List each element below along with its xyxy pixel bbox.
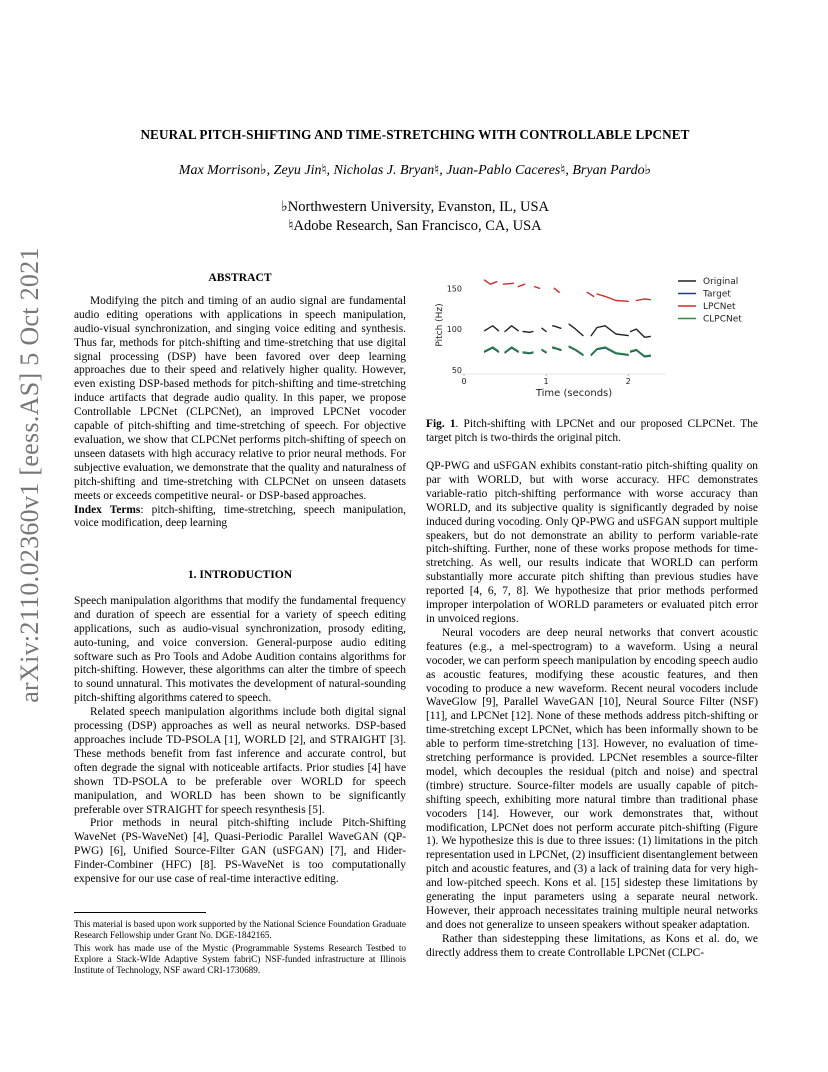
series-line-clpcnet [523, 352, 533, 353]
figure-caption-text: . Pitch-shifting with LPCNet and our proposed CLPCNet. The target pitch is two-thirds the original pitch. [426, 418, 758, 444]
y-tick-label: 150 [446, 284, 462, 294]
abstract-text: Modifying the pitch and timing of an audio signal are fundamental audio editing operations with applications in speech manipulation, audio-visual synchronization, and singing voice editing and synthesis. Thus far, methods for pitch-shifting and time-stretching that use digital signal processing (DSP) have been favored over deep learning approaches due to their speed and relatively higher quality. However, even existing DSP-based methods for pitch-shifting and time-stretching induce artifacts that degrade audio quality. In this paper, we propose Controllable LPCNet (CLPCNet), an improved LPCNet vocoder capable of pitch-shifting and time-stretching of speech. For objective evaluation, we show that CLPCNet performs pitch-shifting of speech on unseen datasets with high accuracy relative to prior neural methods. For subjective evaluation, we demonstrate that the quality and naturalness of pitch-shifting and time-stretching with CLPCNet on unseen datasets meets or exceeds competitive neural- or DSP-based approaches. [74, 294, 406, 502]
series-line-lpcnet [587, 292, 594, 296]
paper-title: NEURAL PITCH-SHIFTING AND TIME-STRETCHING WITH CONTROLLABLE LPCNET [140, 127, 690, 142]
index-terms-label: Index Terms [74, 503, 141, 516]
arxiv-identifier [10, 247, 50, 703]
intro-paragraph-3: Prior methods in neural pitch-shifting include Pitch-Shifting WaveNet (PS-WaveNet) [4], Quasi-Periodic Parallel WaveGAN (QP-PWG) [6], Unified Source-Filter GAN (uSFGAN) [7], and Hider-Finder-Combiner (HFC) [8]. PS-WaveNet is too computationally expensive for our use case of real-time interactive editing. [74, 817, 406, 886]
index-terms [74, 504, 406, 532]
series-line-lpcnet [485, 280, 497, 284]
series-line-target [569, 347, 583, 355]
x-axis-label: Time (seconds) [535, 388, 613, 399]
right-paragraph-1: QP-PWG and uSFGAN exhibits constant-ratio pitch-shifting quality on par with WORLD, but with worse accuracy. HFC demonstrates variable-ratio pitch-shifting performance with worse accuracy than WORLD, and its subjective quality is significantly degraded by noise induced during vocoding. Only QP-PWG and uSFGAN support multiple speakers, but do not demonstrate an ability to perform variable-rate pitch-shifting. Further, none of these works propose methods for time-stretching. As well, our results indicate that WORLD can perform substantially more accurate pitch shifting than previous studies have reported [4, 6, 7, 8]. We hypothesize that prior methods performed improper interpolation of WORLD parameters or evaluated pitch error in unvoiced regions. [426, 460, 758, 625]
right-paragraph-2: Neural vocoders are deep neural networks that convert acoustic features (e.g., a mel-spectrogram) to a waveform. Using a neural vocoder, we can perform speech manipulation by encoding speech audio as acoustic features, modifying these acoustic features, and then vocoding to produce a new waveform. Recent neural vocoders include WaveGlow [9], Parallel WaveGAN [10], Neural Source Filter (NSF) [11], and LPCNet [12]. None of these methods address pitch-shifting or time-stretching except LPCNet, which has been informally shown to be able to perform time-stretching [13]. However, no evaluation of time-stretching performance is provided. LPCNet resembles a source-filter model, which decouples the residual (pitch and noise) and spectral (timbre) structure. Source-filter models are usually capable of pitch-shifting speech, exhibiting more natural timbre than traditional phase vocoders [14]. However, our work demonstrates that, without modification, LPCNet does not perform accurate pitch-shifting (Figure 1). We hypothesize this is due to three issues: (1) limitations in the pitch representation used in LPCNet, (2) insufficient disentanglement between pitch and acoustic features, and (3) a lack of training data for very high- and low-pitched speech. Kons et al. [15] sidestep these limitations by generating the input parameters using a separate neural network. However, their approach necessitates training multiple neural networks and does not generalize to unseen speakers without speaker adaptation. [426, 626, 758, 931]
intro-paragraph-1: Speech manipulation algorithms that modify the fundamental frequency and duration of speech are essential for a variety of speech editing applications, such as audio-visual synchronization, prosody editing, auto-tuning, and voice conversion. General-purpose audio editing software such as Pro Tools and Adobe Audition contains algorithms for pitch-shifting. However, these algorithms can alter the timbre of speech to sound unnatural. This motivates the development of natural-sounding pitch-shifting algorithms catered to speech. [74, 594, 406, 705]
intro-paragraph-2: Related speech manipulation algorithms include both digital signal processing (DSP) approaches as well as neural networks. DSP-based approaches include TD-PSOLA [1], WORLD [2], and STRAIGHT [3]. These methods benefit from fast inference and accurate control, but often degrade the signal with noticeable artifacts. Prior studies [4] have shown TD-PSOLA to be preferable over WORLD for speech manipulation, and WORLD has been shown to be significantly preferable over STRAIGHT for speech resynthesis [5]. [74, 706, 406, 816]
legend-label-original: Original [703, 277, 739, 287]
index-terms-text: : pitch-shifting, time-stretching, speech manipulation, voice modification, deep learning [74, 503, 406, 530]
series-line-lpcnet [597, 294, 628, 301]
y-tick-labels [447, 284, 462, 375]
series-line-lpcnet [535, 287, 540, 289]
series-line-clpcnet [569, 346, 583, 354]
series-line-original [553, 326, 561, 329]
series-layer [485, 280, 651, 357]
series-line-original [591, 326, 628, 336]
series-line-lpcnet [636, 299, 650, 301]
introduction-section [74, 568, 406, 887]
x-tick-label: 0 [461, 377, 467, 386]
right-column-text [426, 460, 758, 961]
footnote-2: This work has made use of the Mystic (Programmable Systems Research Testbed to Explore a Stack-WIde Adaptive System fabriC) NSF-funded infrastructure at Illinois Institute of Technology, NSF award CRI-1730689. [74, 943, 406, 976]
legend-label-target: Target [703, 289, 731, 300]
footnote-rule [74, 912, 206, 913]
right-paragraph-3: Rather than sidestepping these limitations, as Kons et al. do, we directly address them to create Controllable LPCNet (CLPC- [426, 932, 758, 959]
affiliation-1: ♭Northwestern University, Evanston, IL, USA [280, 199, 550, 215]
y-tick-label: 100 [446, 325, 462, 335]
x-tick-labels [461, 374, 630, 386]
chart-legend [678, 277, 742, 325]
arxiv-identifier-text: arXiv:2110.02360v1 [eess.AS] 5 Oct 2021 [15, 247, 44, 703]
y-axis-label: Pitch (Hz) [435, 303, 445, 347]
series-lpcnet [485, 280, 651, 301]
series-line-clpcnet [631, 350, 651, 357]
series-line-original [523, 332, 533, 333]
legend-label-clpcnet: CLPCNet [703, 314, 742, 325]
abstract-heading: ABSTRACT [208, 271, 272, 284]
footnote-1: This material is based upon work supported by the National Science Foundation Graduate Research Fellowship under Grant No. DGE-1842165. [74, 919, 406, 941]
series-line-lpcnet [503, 283, 513, 284]
y-tick-label: 50 [451, 365, 462, 375]
series-line-original [505, 326, 518, 332]
series-line-original [569, 324, 583, 335]
legend-label-lpcnet: LPCNet [703, 302, 736, 312]
series-line-original [631, 329, 651, 337]
affiliation-2: ♮Adobe Research, San Francisco, CA, USA [288, 218, 542, 234]
series-line-lpcnet [554, 288, 559, 292]
figure-1 [426, 262, 766, 402]
series-original [485, 324, 651, 337]
pitch-chart [426, 262, 766, 402]
paper-authors: Max Morrison♭, Zeyu Jin♮, Nicholas J. Bryan♮, Juan-Pablo Caceres♮, Bryan Pardo♭ [178, 163, 652, 178]
series-clpcnet [485, 346, 651, 356]
abstract-section [74, 271, 406, 531]
figure-caption-label: Fig. 1 [426, 418, 456, 430]
figure-caption [426, 418, 758, 446]
series-line-lpcnet [518, 284, 525, 286]
series-line-original [485, 326, 499, 331]
x-tick-label: 1 [543, 377, 549, 386]
introduction-heading: 1. INTRODUCTION [187, 568, 293, 581]
series-line-original [542, 328, 546, 331]
x-tick-label: 2 [625, 377, 631, 386]
